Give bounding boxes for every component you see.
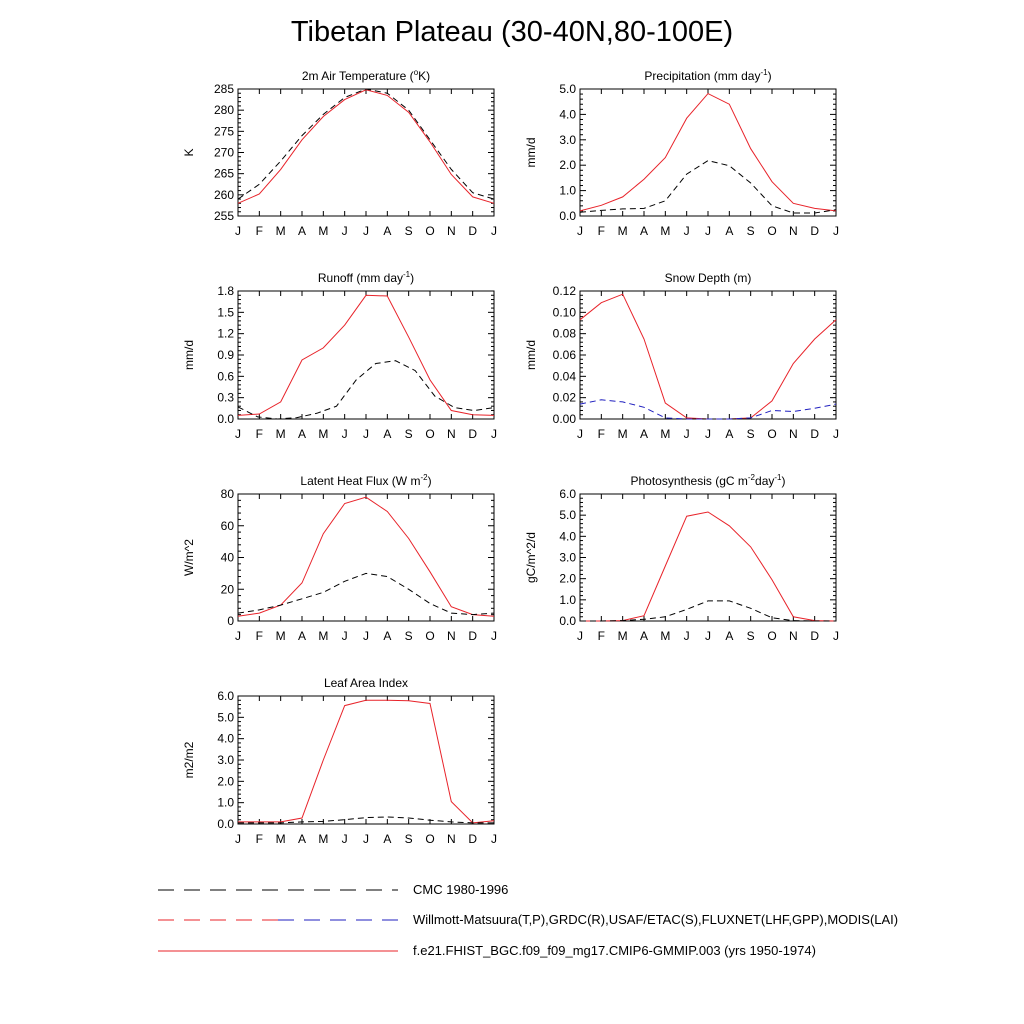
x-tick-label: J <box>363 832 369 846</box>
legend-swatch-model <box>0 941 400 961</box>
series-model-line <box>238 295 494 415</box>
y-tick-label: 6.0 <box>559 487 576 501</box>
x-tick-label: J <box>705 224 711 238</box>
x-tick-label: J <box>341 832 348 846</box>
y-tick-label: 0.6 <box>217 369 234 384</box>
page-title: Tibetan Plateau (30-40N,80-100E) <box>290 16 734 48</box>
y-axis-label: mm/d <box>524 340 538 370</box>
x-tick-label: A <box>725 629 734 643</box>
x-tick-label: M <box>275 427 286 441</box>
y-tick-label: 4.0 <box>559 107 576 122</box>
panel-title: Precipitation (mm day$^{-1}$) <box>644 68 772 83</box>
y-tick-label: 3.0 <box>559 550 576 565</box>
y-tick-label: 4.0 <box>217 731 234 746</box>
y-tick-label: 3.0 <box>217 753 234 767</box>
x-tick-label: A <box>383 224 392 238</box>
y-tick-label: 280 <box>213 103 234 118</box>
y-tick-label: 0.12 <box>552 284 576 298</box>
x-tick-label: A <box>383 629 392 643</box>
x-tick-label: S <box>404 832 413 846</box>
y-tick-label: 40 <box>220 550 234 565</box>
y-tick-label: 0.9 <box>217 348 234 362</box>
y-tick-label: 275 <box>213 124 234 139</box>
x-tick-label: F <box>597 427 606 441</box>
x-tick-label: S <box>746 427 755 441</box>
x-tick-label: D <box>468 427 478 441</box>
x-tick-label: J <box>235 427 241 441</box>
series-model-line <box>238 90 494 204</box>
x-tick-label: D <box>810 629 820 643</box>
legend-row-obs <box>0 910 1024 930</box>
x-tick-label: J <box>833 224 839 238</box>
panel-frame <box>238 696 494 824</box>
y-axis-label: K <box>182 148 196 157</box>
series-obs-line <box>580 161 836 213</box>
legend-label-cmc: CMC 1980-1996 <box>413 882 509 897</box>
x-tick-label: J <box>491 832 497 846</box>
x-tick-label: J <box>491 224 497 238</box>
x-tick-label: A <box>725 224 734 238</box>
panel-frame <box>580 494 836 621</box>
x-tick-label: M <box>318 427 329 441</box>
y-tick-label: 60 <box>220 518 234 533</box>
y-tick-label: 0.10 <box>552 305 576 320</box>
y-tick-label: 2.0 <box>559 571 576 586</box>
y-tick-label: 5.0 <box>559 82 576 96</box>
y-tick-label: 80 <box>220 487 234 501</box>
x-tick-label: J <box>363 427 369 441</box>
x-tick-label: M <box>318 224 329 238</box>
legend-row-model <box>0 941 1024 961</box>
x-tick-label: J <box>341 629 348 643</box>
x-tick-label: J <box>363 224 369 238</box>
y-axis-label: m2/m2 <box>182 741 196 779</box>
legend-swatch-obs <box>0 910 400 930</box>
panel-title: Snow Depth (m) <box>664 271 752 285</box>
x-tick-label: A <box>639 224 649 238</box>
x-tick-label: F <box>255 629 264 643</box>
panel-frame <box>238 89 494 216</box>
y-tick-label: 0.02 <box>552 390 576 405</box>
x-tick-label: O <box>425 629 435 643</box>
x-tick-label: J <box>341 427 348 441</box>
panel-7 <box>182 676 497 846</box>
y-tick-label: 255 <box>213 209 234 223</box>
y-tick-label: 2.0 <box>217 774 234 789</box>
x-tick-label: O <box>767 427 777 441</box>
x-tick-label: D <box>810 224 820 238</box>
y-tick-label: 1.0 <box>217 795 234 810</box>
panel-frame <box>580 291 836 419</box>
x-tick-label: N <box>788 629 798 643</box>
y-tick-label: 20 <box>220 582 234 597</box>
y-axis-label: mm/d <box>524 137 538 168</box>
x-tick-label: D <box>810 427 820 441</box>
panel-frame <box>580 89 836 216</box>
y-tick-label: 0 <box>227 614 234 628</box>
panel-title: Runoff (mm day$^{-1}$) <box>317 270 415 285</box>
y-tick-label: 4.0 <box>559 529 576 544</box>
x-tick-label: A <box>383 832 392 846</box>
x-tick-label: D <box>468 832 478 846</box>
panel-frame <box>238 494 494 621</box>
x-tick-label: A <box>639 427 649 441</box>
x-tick-label: F <box>597 629 606 643</box>
legend-label-model: f.e21.FHIST_BGC.f09_f09_mg17.CMIP6-GMMIP.003 (yrs 1950-1974) <box>413 943 816 958</box>
y-tick-label: 3.0 <box>559 132 576 147</box>
panel-title: 2m Air Temperature ($^o$K) <box>301 68 431 83</box>
y-tick-label: 0.3 <box>217 390 234 405</box>
x-tick-label: J <box>577 224 583 238</box>
x-tick-label: F <box>597 224 606 238</box>
series-model-line <box>580 512 836 621</box>
series-obs-line <box>238 89 494 199</box>
x-tick-label: M <box>275 224 286 238</box>
x-tick-label: A <box>297 427 307 441</box>
x-tick-label: A <box>297 629 307 643</box>
x-tick-label: N <box>446 629 456 643</box>
x-tick-label: A <box>383 427 392 441</box>
x-tick-label: J <box>577 427 583 441</box>
x-tick-label: M <box>617 427 628 441</box>
x-tick-label: D <box>468 629 478 643</box>
x-tick-label: S <box>404 427 413 441</box>
panel-4 <box>524 271 839 441</box>
panel-2 <box>524 68 839 238</box>
x-tick-label: J <box>363 629 369 643</box>
y-tick-label: 285 <box>213 82 234 96</box>
x-tick-label: N <box>446 224 456 238</box>
panel-5 <box>182 473 497 643</box>
x-tick-label: O <box>425 832 435 846</box>
y-tick-label: 265 <box>213 166 234 181</box>
y-tick-label: 270 <box>213 145 234 160</box>
y-tick-label: 6.0 <box>217 689 234 703</box>
x-tick-label: O <box>767 224 777 238</box>
x-tick-label: O <box>425 427 435 441</box>
x-tick-label: N <box>446 832 456 846</box>
x-tick-label: M <box>318 629 329 643</box>
panel-title: Photosynthesis (gC $m^{-2}day^{-1}$) <box>630 473 786 488</box>
series-model-line <box>580 94 836 211</box>
x-tick-label: S <box>746 629 755 643</box>
y-tick-label: 0.06 <box>552 348 576 362</box>
x-tick-label: M <box>617 224 628 238</box>
x-tick-label: J <box>683 224 690 238</box>
x-tick-label: J <box>833 629 839 643</box>
series-model-line <box>580 294 836 419</box>
series-model-line <box>238 497 494 616</box>
panel-6 <box>524 473 839 643</box>
panel-1 <box>182 68 497 238</box>
x-tick-label: J <box>705 629 711 643</box>
y-tick-label: 1.2 <box>217 326 234 341</box>
x-tick-label: F <box>255 224 264 238</box>
x-tick-label: M <box>660 629 671 643</box>
x-tick-label: J <box>491 427 497 441</box>
x-tick-label: J <box>705 427 711 441</box>
x-tick-label: N <box>788 224 798 238</box>
panel-title: Latent Heat Flux (W $m^{-2}$) <box>300 473 432 488</box>
x-tick-label: F <box>255 427 264 441</box>
x-tick-label: O <box>767 629 777 643</box>
x-tick-label: M <box>275 832 286 846</box>
x-tick-label: M <box>318 832 329 846</box>
legend-row-cmc <box>0 880 1024 900</box>
x-tick-label: A <box>639 629 649 643</box>
y-tick-label: 0.0 <box>217 817 234 831</box>
x-tick-label: M <box>660 224 671 238</box>
x-tick-label: O <box>425 224 435 238</box>
x-tick-label: M <box>660 427 671 441</box>
legend-swatch-cmc <box>0 880 400 900</box>
x-tick-label: S <box>404 629 413 643</box>
y-axis-label: mm/d <box>182 340 196 370</box>
x-tick-label: J <box>683 427 690 441</box>
x-tick-label: J <box>577 629 583 643</box>
y-tick-label: 0.0 <box>559 614 576 628</box>
panel-frame <box>238 291 494 419</box>
x-tick-label: J <box>235 629 241 643</box>
series-obs-line <box>238 361 494 419</box>
x-tick-label: J <box>235 832 241 846</box>
x-tick-label: A <box>725 427 734 441</box>
y-tick-label: 0.08 <box>552 326 576 341</box>
y-tick-label: 0.04 <box>552 369 576 384</box>
x-tick-label: D <box>468 224 478 238</box>
x-tick-label: N <box>446 427 456 441</box>
y-tick-label: 5.0 <box>217 710 234 725</box>
x-tick-label: J <box>683 629 690 643</box>
x-tick-label: J <box>491 629 497 643</box>
x-tick-label: S <box>404 224 413 238</box>
x-tick-label: J <box>235 224 241 238</box>
y-axis-label: W/m^2 <box>182 539 196 576</box>
x-tick-label: A <box>297 832 307 846</box>
x-tick-label: N <box>788 427 798 441</box>
x-tick-label: S <box>746 224 755 238</box>
x-tick-label: J <box>341 224 348 238</box>
y-tick-label: 5.0 <box>559 508 576 523</box>
y-tick-label: 1.8 <box>217 284 234 298</box>
x-tick-label: J <box>833 427 839 441</box>
panel-3 <box>182 270 497 441</box>
series-model-line <box>238 700 494 823</box>
legend-label-obs: Willmott-Matsuura(T,P),GRDC(R),USAF/ETAC(S),FLUXNET(LHF,GPP),MODIS(LAI) <box>413 912 899 927</box>
y-tick-label: 0.0 <box>217 412 234 426</box>
y-tick-label: 1.5 <box>217 305 234 320</box>
panel-title: Leaf Area Index <box>323 676 409 690</box>
y-tick-label: 1.0 <box>559 183 576 198</box>
x-tick-label: M <box>617 629 628 643</box>
x-tick-label: A <box>297 224 307 238</box>
x-tick-label: F <box>255 832 264 846</box>
y-axis-label: gC/m^2/d <box>524 532 538 583</box>
y-tick-label: 2.0 <box>559 158 576 173</box>
y-tick-label: 260 <box>213 187 234 202</box>
y-tick-label: 1.0 <box>559 592 576 607</box>
x-tick-label: M <box>275 629 286 643</box>
y-tick-label: 0.00 <box>552 412 576 426</box>
y-tick-label: 0.0 <box>559 209 576 223</box>
